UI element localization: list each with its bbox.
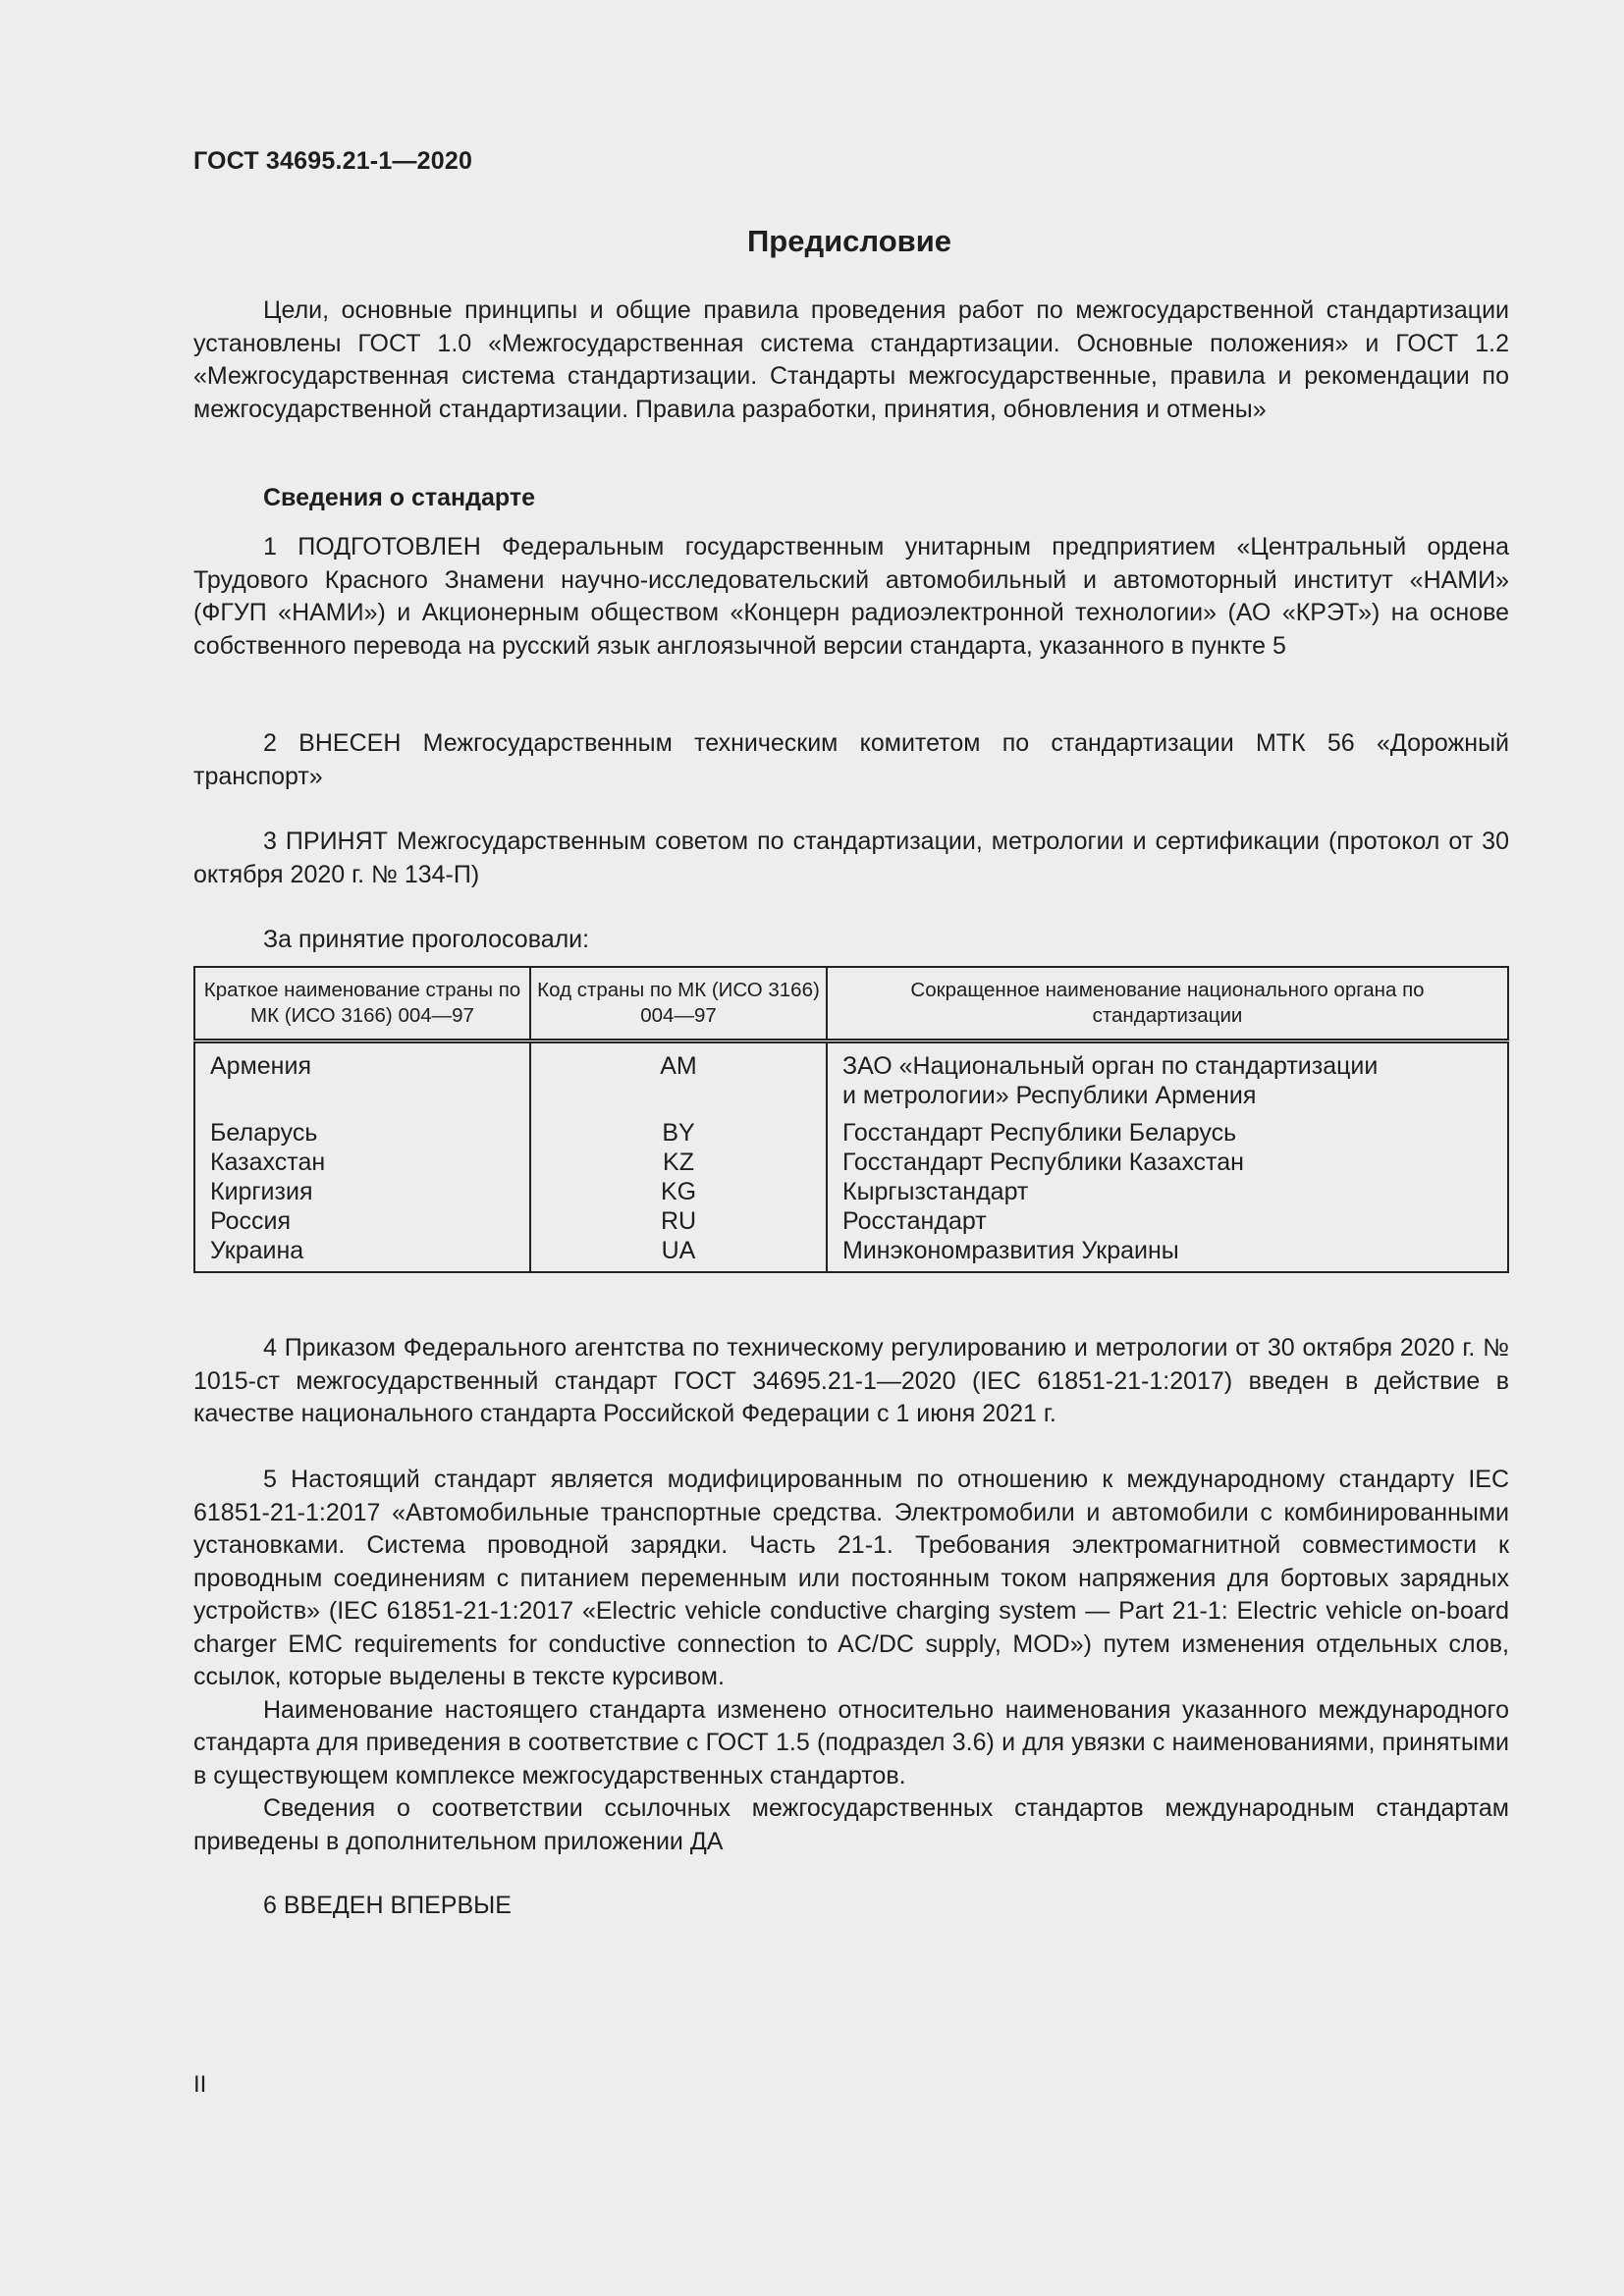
cell-body-line: ЗАО «Национальный орган по стандартизации <box>842 1052 1379 1080</box>
cell-body: Госстандарт Республики Беларусь <box>827 1118 1508 1148</box>
cell-body-line: и метрологии» Республики Армения <box>842 1082 1257 1109</box>
table-row <box>194 1206 1508 1236</box>
item-2-block <box>193 727 1509 793</box>
item-6-block <box>193 1890 1509 1923</box>
cell-country: Казахстан <box>194 1148 530 1177</box>
document-code: ГОСТ 34695.21-1—2020 <box>193 147 473 175</box>
section-heading: Сведения о стандарте <box>263 484 536 511</box>
item-4-block <box>193 1332 1509 1431</box>
item-1-paragraph: 1 ПОДГОТОВЛЕН Федеральным государственным унитарным предприятием «Центральный ордена Трудового Красного Знамени научно-исследовательский автомобильный и автомоторный институт «НАМИ» (ФГУП «НАМИ») и Акционерным обществом «Концерн радиоэлектронной технологии» (АО «КРЭТ») на основе собственного перевода на русский язык англоязычной версии стандарта, указанного в пункте 5 <box>193 533 1509 660</box>
table-row <box>194 1177 1508 1206</box>
table-row <box>194 1118 1508 1148</box>
page-title: Предисловие <box>746 224 951 258</box>
item-1-block <box>193 531 1509 663</box>
section-heading-block <box>193 482 1509 515</box>
vote-label-block <box>193 924 1509 957</box>
cell-body: Минэкономразвития Украины <box>827 1236 1508 1272</box>
cell-code: AM <box>530 1041 827 1111</box>
cell-code: UA <box>530 1236 827 1272</box>
table-row-spacer <box>194 1110 1508 1118</box>
cell-code: KG <box>530 1177 827 1206</box>
table-header-row <box>194 967 1508 1041</box>
cell-body: Кыргызстандарт <box>827 1177 1508 1206</box>
item-5-paragraph-1: 5 Настоящий стандарт является модифицированным по отношению к международному стандарту IEC 61851-21-1:2017 «Автомобильные транспортные средства. Электромобили и автомобили с комбинированными установками. Система проводной зарядки. Часть 21-1. Требования электромагнитной совместимости к проводным соединениям с питанием переменным или постоянным током напряжения для бортовых зарядных устройств» (IEC 61851-21-1:2017 «Electric vehicle conductive charging system — Part 21-1: Electric vehicle on-board charger EMC requirements for conductive connection to AC/DC supply, MOD») путем изменения отдельных слов, ссылок, которые выделены в тексте курсивом. <box>193 1466 1509 1690</box>
item-4-paragraph: 4 Приказом Федерального агентства по техническому регулированию и метрологии от 30 октября 2020 г. № 1015-ст межгосударственный стандарт ГОСТ 34695.21-1—2020 (IEC 61851-21-1:2017) введен в действие в качестве национального стандарта Российской Федерации с 1 июня 2021 г. <box>193 1334 1509 1427</box>
item-5-paragraph-2: Наименование настоящего стандарта изменено относительно наименования указанного международного стандарта для приведения в соответствие с ГОСТ 1.5 (подраздел 3.6) и для увязки с наименованиями, принятыми в существующем комплексе межгосударственных стандартов. <box>193 1695 1509 1789</box>
intro-block <box>193 294 1509 426</box>
cell-body: Росстандарт <box>827 1206 1508 1236</box>
header-country: Краткое наименование страны по МК (ИСО 3166) 004—97 <box>194 967 530 1041</box>
cell-country: Беларусь <box>194 1118 530 1148</box>
item-6-paragraph: 6 ВВЕДЕН ВПЕРВЫЕ <box>263 1892 512 1919</box>
item-2-paragraph: 2 ВНЕСЕН Межгосударственным техническим комитетом по стандартизации МТК 56 «Дорожный транспорт» <box>193 729 1509 790</box>
table-row <box>194 1236 1508 1272</box>
cell-body: Госстандарт Республики Казахстан <box>827 1148 1508 1177</box>
table-row <box>194 1148 1508 1177</box>
cell-code: KZ <box>530 1148 827 1177</box>
item-5-block <box>193 1464 1509 1858</box>
cell-country: Россия <box>194 1206 530 1236</box>
intro-paragraph: Цели, основные принципы и общие правила проведения работ по межгосударственной стандартизации установлены ГОСТ 1.0 «Межгосударственная система стандартизации. Основные положения» и ГОСТ 1.2 «Межгосударственная система стандартизации. Стандарты межгосударственные, правила и рекомендации по межгосударственной стандартизации. Правила разработки, принятия, обновления и отмены» <box>193 296 1509 423</box>
table-row <box>194 1041 1508 1111</box>
header-code: Код страны по МК (ИСО 3166) 004—97 <box>530 967 827 1041</box>
cell-country: Киргизия <box>194 1177 530 1206</box>
item-3-paragraph: 3 ПРИНЯТ Межгосударственным советом по стандартизации, метрологии и сертификации (протокол от 30 октября 2020 г. № 134-П) <box>193 828 1509 888</box>
item-3-block <box>193 826 1509 891</box>
item-5-paragraph-3: Сведения о соответствии ссылочных межгосударственных стандартов международным стандартам приведены в дополнительном приложении ДА <box>193 1794 1509 1855</box>
header-body: Сокращенное наименование национального органа по стандартизации <box>827 967 1508 1041</box>
cell-code: BY <box>530 1118 827 1148</box>
page-number: II <box>193 2071 207 2098</box>
cell-country: Армения <box>194 1041 530 1111</box>
cell-body <box>827 1041 1508 1111</box>
cell-code: RU <box>530 1206 827 1236</box>
voting-table <box>193 966 1509 1273</box>
vote-label: За принятие проголосовали: <box>263 926 590 953</box>
cell-country: Украина <box>194 1236 530 1272</box>
